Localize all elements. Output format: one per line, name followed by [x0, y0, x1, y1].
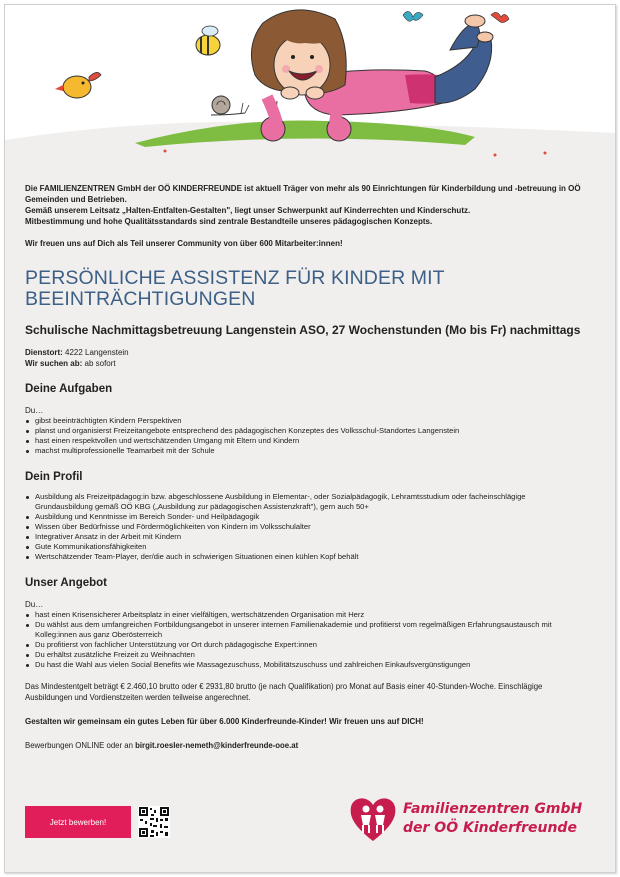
tasks-lead: Du…: [25, 406, 44, 415]
list-item: Du hast die Wahl aus vielen Social Benefits wie Massagezuschuss, Mobilitätszuschuss und zahlreichen Einkaufsvergünstigungen: [25, 660, 585, 670]
company-logo: [347, 793, 597, 845]
intro-line: Die FAMILIENZENTREN GmbH der OÖ KINDERFREUNDE ist aktuell Träger von mehr als 90 Einrichtungen für Kinderbildung und -betreuung in OÖ Gemeinden und Betrieben.: [25, 184, 581, 204]
intro-community-line: Wir freuen uns auf Dich als Teil unserer Community von über 600 Mitarbeiter:innen!: [25, 239, 343, 248]
main-content: [25, 183, 585, 751]
tasks-list: [25, 416, 585, 456]
profile-list: [25, 492, 585, 562]
intro-line: Mitbestimmung und hohe Qualitätsstandards sind zentrale Bestandteile unseres pädagogischen Konzepts.: [25, 217, 433, 226]
list-item: Ausbildung als Freizeitpädagog:in bzw. abgeschlossene Ausbildung in Elementar-, oder Sozialpädagogik, Lehramtsstudium oder facheinschlägige Grundausbildung gemäß OÖ KBG („Ausbildung zur pädagogischen Assistenzkraft"), gern auch 50+: [25, 492, 585, 512]
list-item: Wertschätzender Team-Player, der/die auch in schwierigen Situationen einen kühlen Kopf behält: [25, 552, 585, 562]
offer-lead: Du…: [25, 600, 44, 609]
list-item: planst und organisierst Freizeitangebote entsprechend des pädagogischen Konzeptes des Volksschul-Standortes Langenstein: [25, 426, 585, 436]
list-item: gibst beeinträchtigten Kindern Perspektiven: [25, 416, 585, 426]
logo-text: [403, 800, 582, 838]
logo-line-2: der OÖ Kinderfreunde: [403, 820, 577, 836]
list-item: Du erhältst zusätzliche Freizeit zu Weihnachten: [25, 650, 585, 660]
location-value: 4222 Langenstein: [65, 348, 129, 357]
job-posting-page: [4, 4, 616, 873]
qr-code-icon[interactable]: [138, 806, 170, 838]
tasks-heading: Deine Aufgaben: [25, 383, 113, 395]
list-item: hast einen Krisensicherer Arbeitsplatz in einer vielfältigen, wertschätzenden Organisation mit Herz: [25, 610, 585, 620]
job-meta: [25, 347, 585, 369]
list-item: Ausbildung und Kenntnisse im Bereich Sonder- und Heilpädagogik: [25, 512, 585, 522]
job-subtitle: Schulische Nachmittagsbetreuung Langenstein ASO, 27 Wochenstunden (Mo bis Fr) nachmittags: [25, 323, 581, 337]
start-value: ab sofort: [84, 359, 116, 368]
list-item: Du wählst aus dem umfangreichen Fortbildungsangebot in unserer internen Familienakademie und profitierst vom regelmäßigen Erfahrungsaustausch mit Kolleg:innen aus ganz Oberösterreich: [25, 620, 585, 640]
intro-section: [25, 183, 585, 249]
apply-email-link[interactable]: birgit.roesler-nemeth@kinderfreunde-ooe.at: [135, 741, 299, 750]
location-row: [25, 347, 585, 358]
intro-line: Gemäß unserem Leitsatz „Halten-Entfalten-Gestalten", liegt unser Schwerpunkt auf Kinderrechten und Kinderschutz.: [25, 206, 471, 215]
heart-logo-icon: [347, 793, 399, 845]
start-row: [25, 358, 585, 369]
salary-text: Das Mindestentgelt beträgt € 2.460,10 brutto oder € 2931,80 brutto (je nach Qualifikation) pro Monat auf Basis einer 40-Stunden-Woche. Einschlägige Ausbildungen und Vordienstzeiten werden teilweise angerechnet.: [25, 682, 543, 702]
logo-line-1: Familienzentren GmbH: [403, 801, 583, 817]
list-item: Integrativer Ansatz in der Arbeit mit Kindern: [25, 532, 585, 542]
job-title: PERSÖNLICHE ASSISTENZ FÜR KINDER MIT BEEINTRÄCHTIGUNGEN: [25, 267, 445, 310]
list-item: machst multiprofessionelle Teamarbeit mit der Schule: [25, 446, 585, 456]
offer-heading: Unser Angebot: [25, 577, 107, 589]
list-item: Wissen über Bedürfnisse und Fördermöglichkeiten von Kindern im Volksschulalter: [25, 522, 585, 532]
apply-line: [25, 740, 585, 751]
profile-heading: Dein Profil: [25, 471, 83, 483]
girl-lying-illustration: [5, 5, 615, 173]
list-item: Du profitierst von fachlicher Unterstützung vor Ort durch pädagogische Expert:innen: [25, 640, 585, 650]
list-item: hast einen respektvollen und wertschätzenden Umgang mit Eltern und Kindern: [25, 436, 585, 446]
offer-list: [25, 610, 585, 670]
start-label: Wir suchen ab:: [25, 359, 83, 368]
hero-illustration: [5, 5, 615, 173]
apply-button[interactable]: Jetzt bewerben!: [25, 806, 131, 838]
location-label: Dienstort:: [25, 348, 63, 357]
list-item: Gute Kommunikationsfähigkeiten: [25, 542, 585, 552]
apply-text: Bewerbungen ONLINE oder an: [25, 741, 133, 750]
closing-text: Gestalten wir gemeinsam ein gutes Leben für über 6.000 Kinderfreunde-Kinder! Wir freuen uns auf DICH!: [25, 717, 424, 726]
